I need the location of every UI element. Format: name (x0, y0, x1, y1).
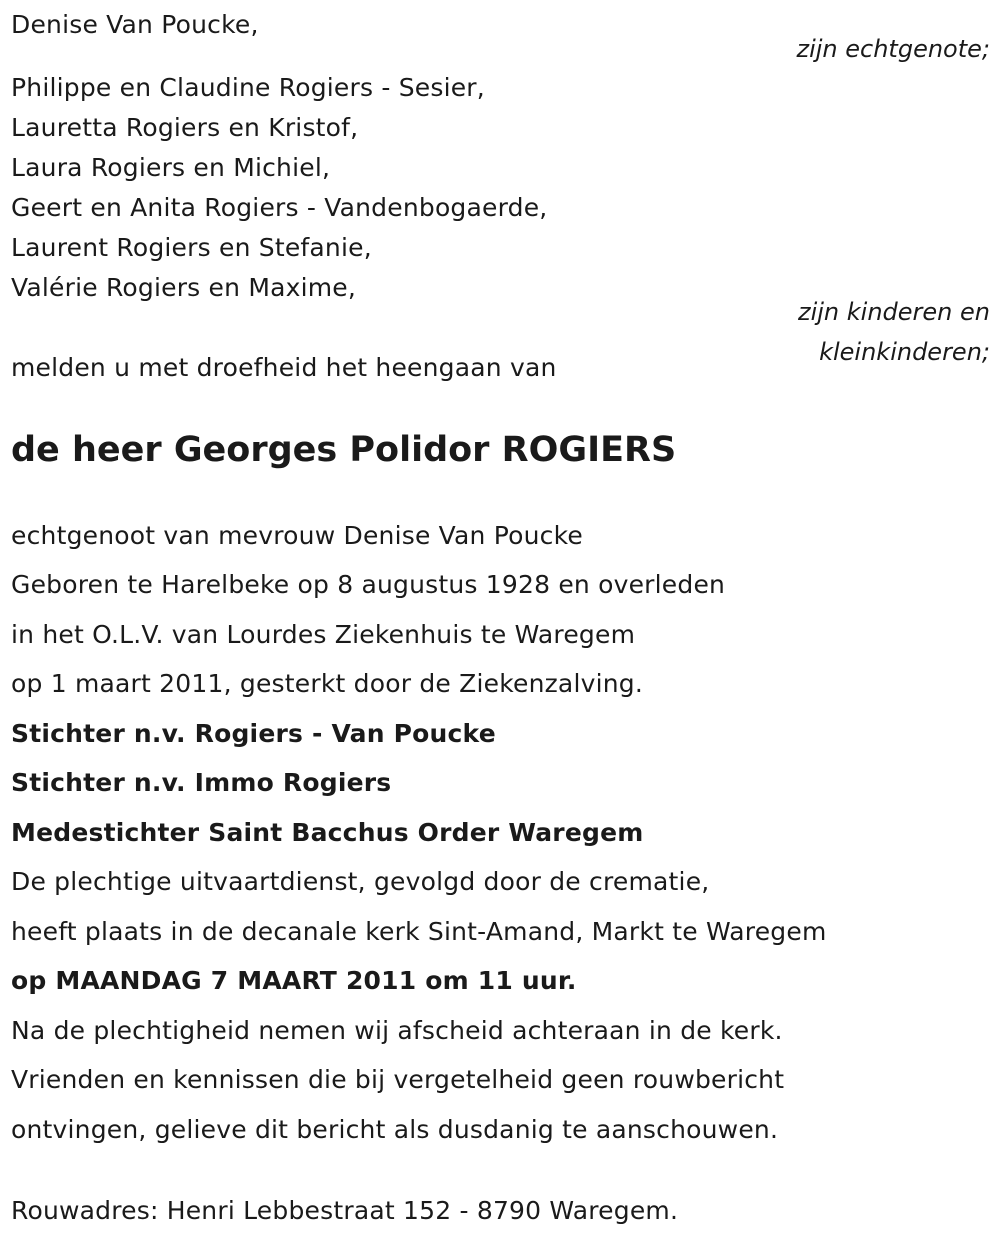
child-line: Lauretta Rogiers en Kristof, (11, 113, 359, 142)
service-date: op MAANDAG 7 MAART 2011 om 11 uur. (11, 966, 577, 995)
announcement: melden u met droefheid het heengaan van (11, 353, 557, 382)
child-line: Philippe en Claudine Rogiers - Sesier, (11, 73, 485, 102)
closing-line: Vrienden en kennissen die bij vergetelheid geen rouwbericht (11, 1065, 785, 1094)
detail-line: Geboren te Harelbeke op 8 augustus 1928 en overleden (11, 570, 726, 599)
closing-line: Na de plechtigheid nemen wij afscheid achteraan in de kerk. (11, 1016, 783, 1045)
detail-line: op 1 maart 2011, gesterkt door de Ziekenzalving. (11, 669, 643, 698)
title-line: Stichter n.v. Immo Rogiers (11, 768, 392, 797)
title-line: Medestichter Saint Bacchus Order Waregem (11, 818, 644, 847)
mourning-address: Rouwadres: Henri Lebbestraat 152 - 8790 Waregem. (11, 1196, 679, 1225)
detail-line: in het O.L.V. van Lourdes Ziekenhuis te Waregem (11, 620, 636, 649)
children-role-2: kleinkinderen; (819, 338, 990, 366)
deceased-name: de heer Georges Polidor ROGIERS (11, 430, 677, 470)
spouse-role: zijn echtgenote; (796, 35, 990, 63)
title-line: Stichter n.v. Rogiers - Van Poucke (11, 719, 496, 748)
children-role-1: zijn kinderen en (798, 298, 990, 326)
service-line-1: De plechtige uitvaartdienst, gevolgd door de crematie, (11, 867, 710, 896)
child-line: Laura Rogiers en Michiel, (11, 153, 331, 182)
child-line: Laurent Rogiers en Stefanie, (11, 233, 372, 262)
detail-line: echtgenoot van mevrouw Denise Van Poucke (11, 521, 583, 550)
closing-line: ontvingen, gelieve dit bericht als dusdanig te aanschouwen. (11, 1115, 779, 1144)
spouse-name: Denise Van Poucke, (11, 10, 259, 39)
child-line: Valérie Rogiers en Maxime, (11, 273, 357, 302)
service-line-2: heeft plaats in de decanale kerk Sint-Amand, Markt te Waregem (11, 917, 827, 946)
child-line: Geert en Anita Rogiers - Vandenbogaerde, (11, 193, 548, 222)
